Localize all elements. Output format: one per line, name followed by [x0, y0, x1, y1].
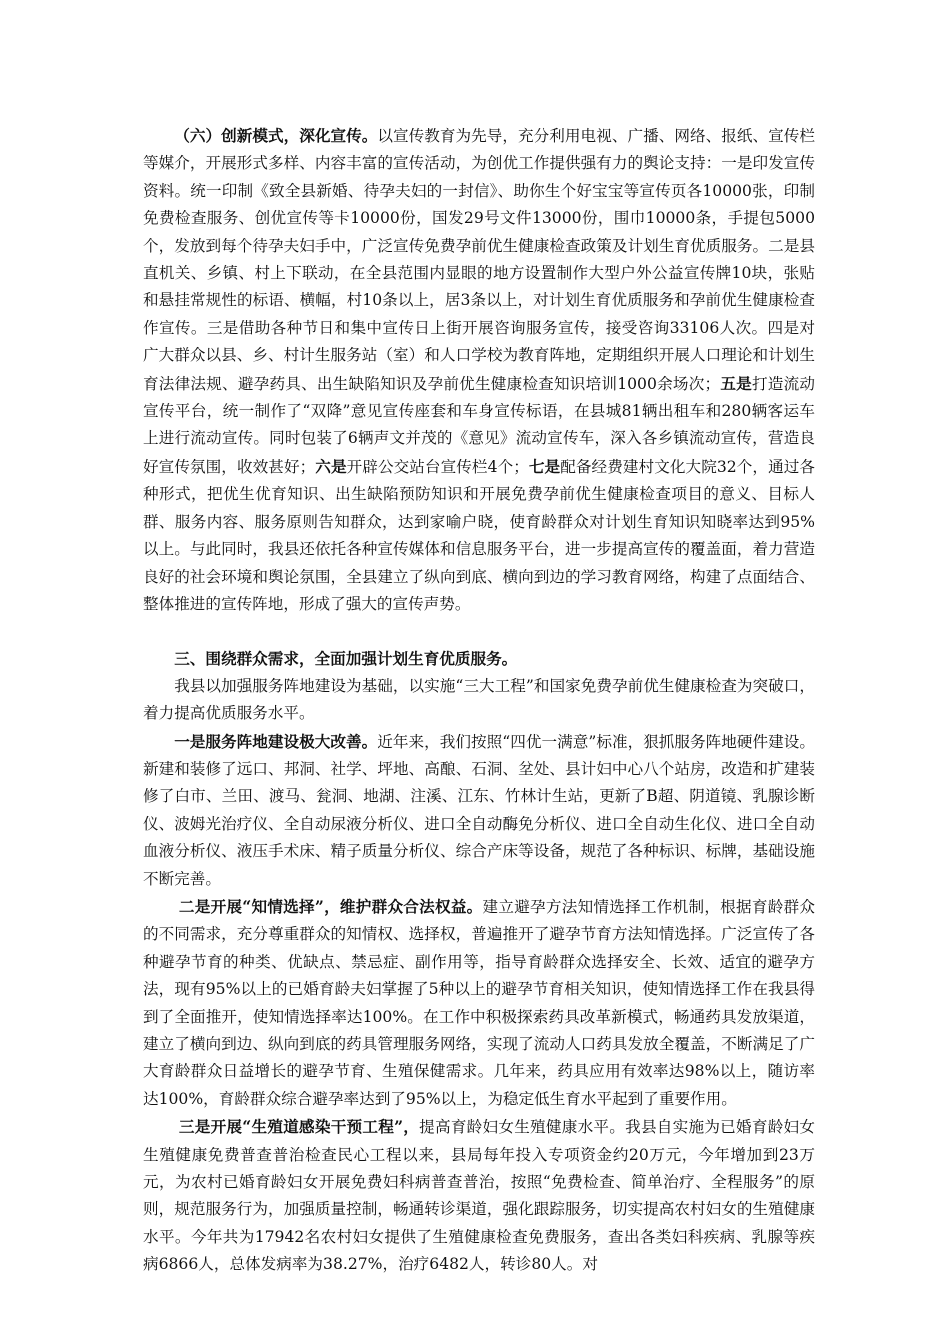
infection-intervention-paragraph [143, 1113, 815, 1278]
service-facility-paragraph [143, 728, 815, 893]
service-facility-text: 近年来，我们按照“四优一满意”标准，狠抓服务阵地硬件建设。新建和装修了远口、邦洞、社学、坪地、高酿、石洞、坌处、县计妇中心八个站房，改造和扩建装修了白市、兰田、渡马、瓮洞、地湖、注溪、江东、竹林计生站，更新了B超、阴道镜、乳腺诊断仪、波姆光治疗仪、全自动尿液分析仪、进口全自动酶免分析仪、进口全自动生化仪、进口全自动血液分析仪、液压手术床、精子质量分析仪、综合产床等设备，规范了各种标识、标牌，基础设施不断完善。 [143, 732, 815, 888]
item-6-lead: 六是 [315, 456, 347, 476]
section-6-paragraph [143, 122, 815, 618]
section-6-text-1: 以宣传教育为先导，充分利用电视、广播、网络、报纸、宣传栏等媒介，开展形式多样、内容丰富的宣传活动，为创优工作提供强有力的舆论支持：一是印发宣传资料。统一印制《致全县新婚、待孕夫妇的一封信》、助你生个好宝宝等宣传页各10000张，印制免费检查服务、创优宣传等卡10000份，国发29号文件13000份，围巾10000条，手提包5000个，发放到每个待孕夫妇手中，广泛宣传免费孕前优生健康检查政策及计划生育优质服务。二是县直机关、乡镇、村上下联动，在全县范围内显眼的地方设置制作大型户外公益宣传牌10块，张贴和悬挂常规性的标语、横幅，村10条以上，居3条以上，对计划生育优质服务和孕前优生健康检查作宣传。三是借助各种节日和集中宣传日上街开展咨询服务宣传，接受咨询33106人次。四是对广大群众以县、乡、村计生服务站（室）和人口学校为教育阵地，定期组织开展人口理论和计划生育法律法规、避孕药具、出生缺陷知识及孕前优生健康检查知识培训1000余场次； [143, 127, 815, 393]
section-3-intro: 我县以加强服务阵地建设为基础，以实施“三大工程”和国家免费孕前优生健康检查为突破口，着力提高优质服务水平。 [143, 676, 815, 723]
section-6-text-2: 打造流动宣传平台，统一制作了“双降”意见宣传座套和车身宣传标语，在县城81辆出租车和280辆客运车上进行流动宣传。同时包装了6辆声文并茂的《意见》流动宣传车，深入各乡镇流动宣传，营造良好宣传氛围，收效甚好； [143, 374, 815, 476]
informed-choice-text: 建立避孕方法知情选择工作机制，根据育龄群众的不同需求，充分尊重群众的知情权、选择权，普遍推开了避孕节育方法知情选择。广泛宣传了各种避孕节育的种类、优缺点、禁忌症、副作用等，指导育龄群众选择安全、长效、适宜的避孕方法，现有95%以上的已婚育龄夫妇掌握了5种以上的避孕节育相关知识，使知情选择工作在我县得到了全面推开，使知情选择率达100%。在工作中积极探索药具改革新模式，畅通药具发放渠道，建立了横向到边、纵向到底的药具管理服务网络，实现了流动人口药具发放全覆盖，不断满足了广大育龄群众日益增长的避孕节育、生殖保健需求。几年来，药具应用有效率达98%以上，随访率达100%，育龄群众综合避孕率达到了95%以上，为稳定低生育水平起到了重要作用。 [143, 897, 815, 1108]
paragraph-gap [143, 618, 815, 645]
informed-choice-paragraph [143, 893, 815, 1113]
section-3-heading: 三、围绕群众需求，全面加强计划生育优质服务。 [174, 649, 518, 669]
informed-choice-lead: 二是开展“知情选择”，维护群众合法权益。 [178, 896, 483, 916]
service-facility-lead: 一是服务阵地建设极大改善。 [174, 731, 378, 751]
infection-intervention-text: 提高育龄妇女生殖健康水平。我县自实施为已婚育龄妇女生殖健康免费普查普治检查民心工程以来，县局每年投入专项资金约20万元，今年增加到23万元，为农村已婚育龄妇女开展免费妇科病普查普治，按照“免费检查、简单治疗、全程服务”的原则，规范服务行为，加强质量控制，畅通转诊渠道，强化跟踪服务，切实提高农村妇女的生殖健康水平。今年共为17942名农村妇女提供了生殖健康检查免费服务，查出各类妇科疾病、乳腺等疾病6866人，总体发病率为38.27%，治疗6482人，转诊80人。对 [143, 1118, 815, 1274]
infection-intervention-lead: 三是开展“生殖道感染干预工程”， [178, 1117, 420, 1137]
item-7-lead: 七是 [528, 456, 561, 476]
section-6-lead: （六）创新模式，深化宣传。 [174, 126, 378, 145]
section-6-text-3: 开辟公交站台宣传栏4个； [346, 457, 529, 476]
item-5-lead: 五是 [720, 373, 752, 393]
section-6-text-4: 配备经费建村文化大院32个，通过各种形式，把优生优育知识、出生缺陷预防知识和开展免费孕前优生健康检查项目的意义、目标人群、服务内容、服务原则告知群众，达到家喻户晓，使育龄群众对计划生育知识知晓率达到95%以上。与此同时，我县还依托各种宣传媒体和信息服务平台，进一步提高宣传的覆盖面，着力营造良好的社会环境和舆论氛围，全县建立了纵向到底、横向到边的学习教育网络，构建了点面结合、整体推进的宣传阵地，形成了强大的宣传声势。 [143, 457, 815, 613]
